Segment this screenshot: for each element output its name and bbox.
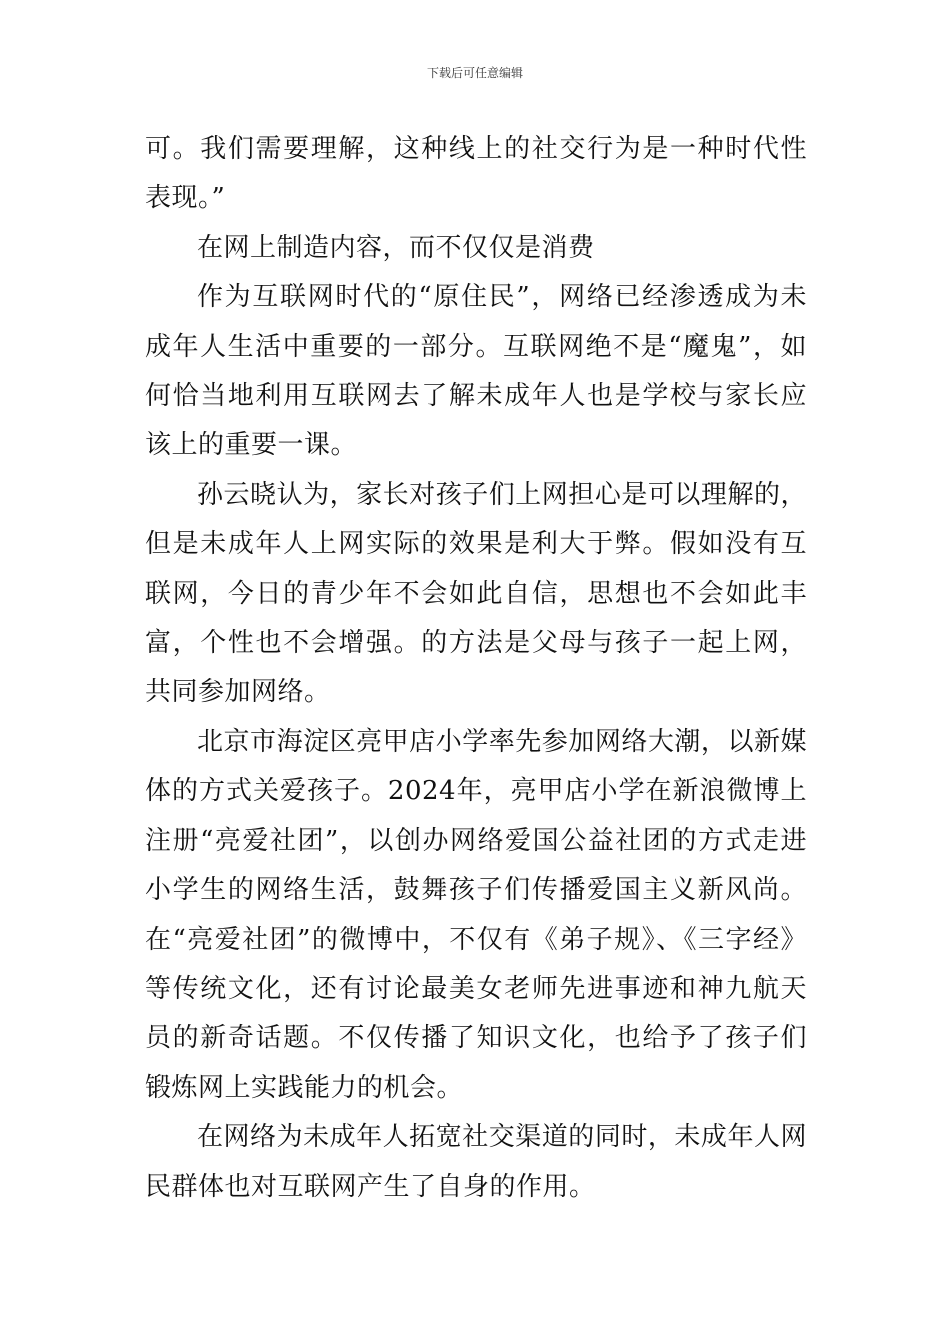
paragraph-internet-natives: 作为互联网时代的“原住民”，网络已经渗透成为未成年人生活中重要的一部分。互联网绝不是“魔鬼”，如何恰当地利用互联网去了解未成年人也是学校与家长应该上的重要一课。 bbox=[145, 282, 807, 461]
paragraph-liangjiadian-school: 北京市海淀区亮甲店小学率先参加网络大潮，以新媒体的方式关爱孩子。2024年，亮甲店小学在新浪微博上注册“亮爱社团”，以创办网络爱国公益社团的方式走进小学生的网络生活，鼓舞孩子们传播爱国主义新风尚。在“亮爱社团”的微博中，不仅有《弟子规》、《三字经》等传统文化，还有讨论最美女老师先进事迹和神九航天员的新奇话题。不仅传播了知识文化，也给予了孩子们锻炼网上实践能力的机会。 bbox=[145, 726, 807, 1103]
document-body bbox=[145, 125, 807, 1212]
paragraph-conclusion: 在网络为未成年人拓宽社交渠道的同时，未成年人网民群体也对互联网产生了自身的作用。 bbox=[145, 1122, 807, 1202]
page-header-note: 下载后可任意编辑 bbox=[426, 66, 523, 80]
paragraph-sun-yunxiao: 孙云晓认为，家长对孩子们上网担心是可以理解的，但是未成年人上网实际的效果是利大于弊。假如没有互联网，今日的青少年不会如此自信，思想也不会如此丰富，个性也不会增强。的方法是父母与孩子一起上网，共同参加网络。 bbox=[145, 479, 807, 708]
section-heading: 在网上制造内容，而不仅仅是消费 bbox=[197, 232, 595, 263]
paragraph-continuation: 可。我们需要理解，这种线上的社交行为是一种时代性表现。” bbox=[145, 134, 807, 214]
